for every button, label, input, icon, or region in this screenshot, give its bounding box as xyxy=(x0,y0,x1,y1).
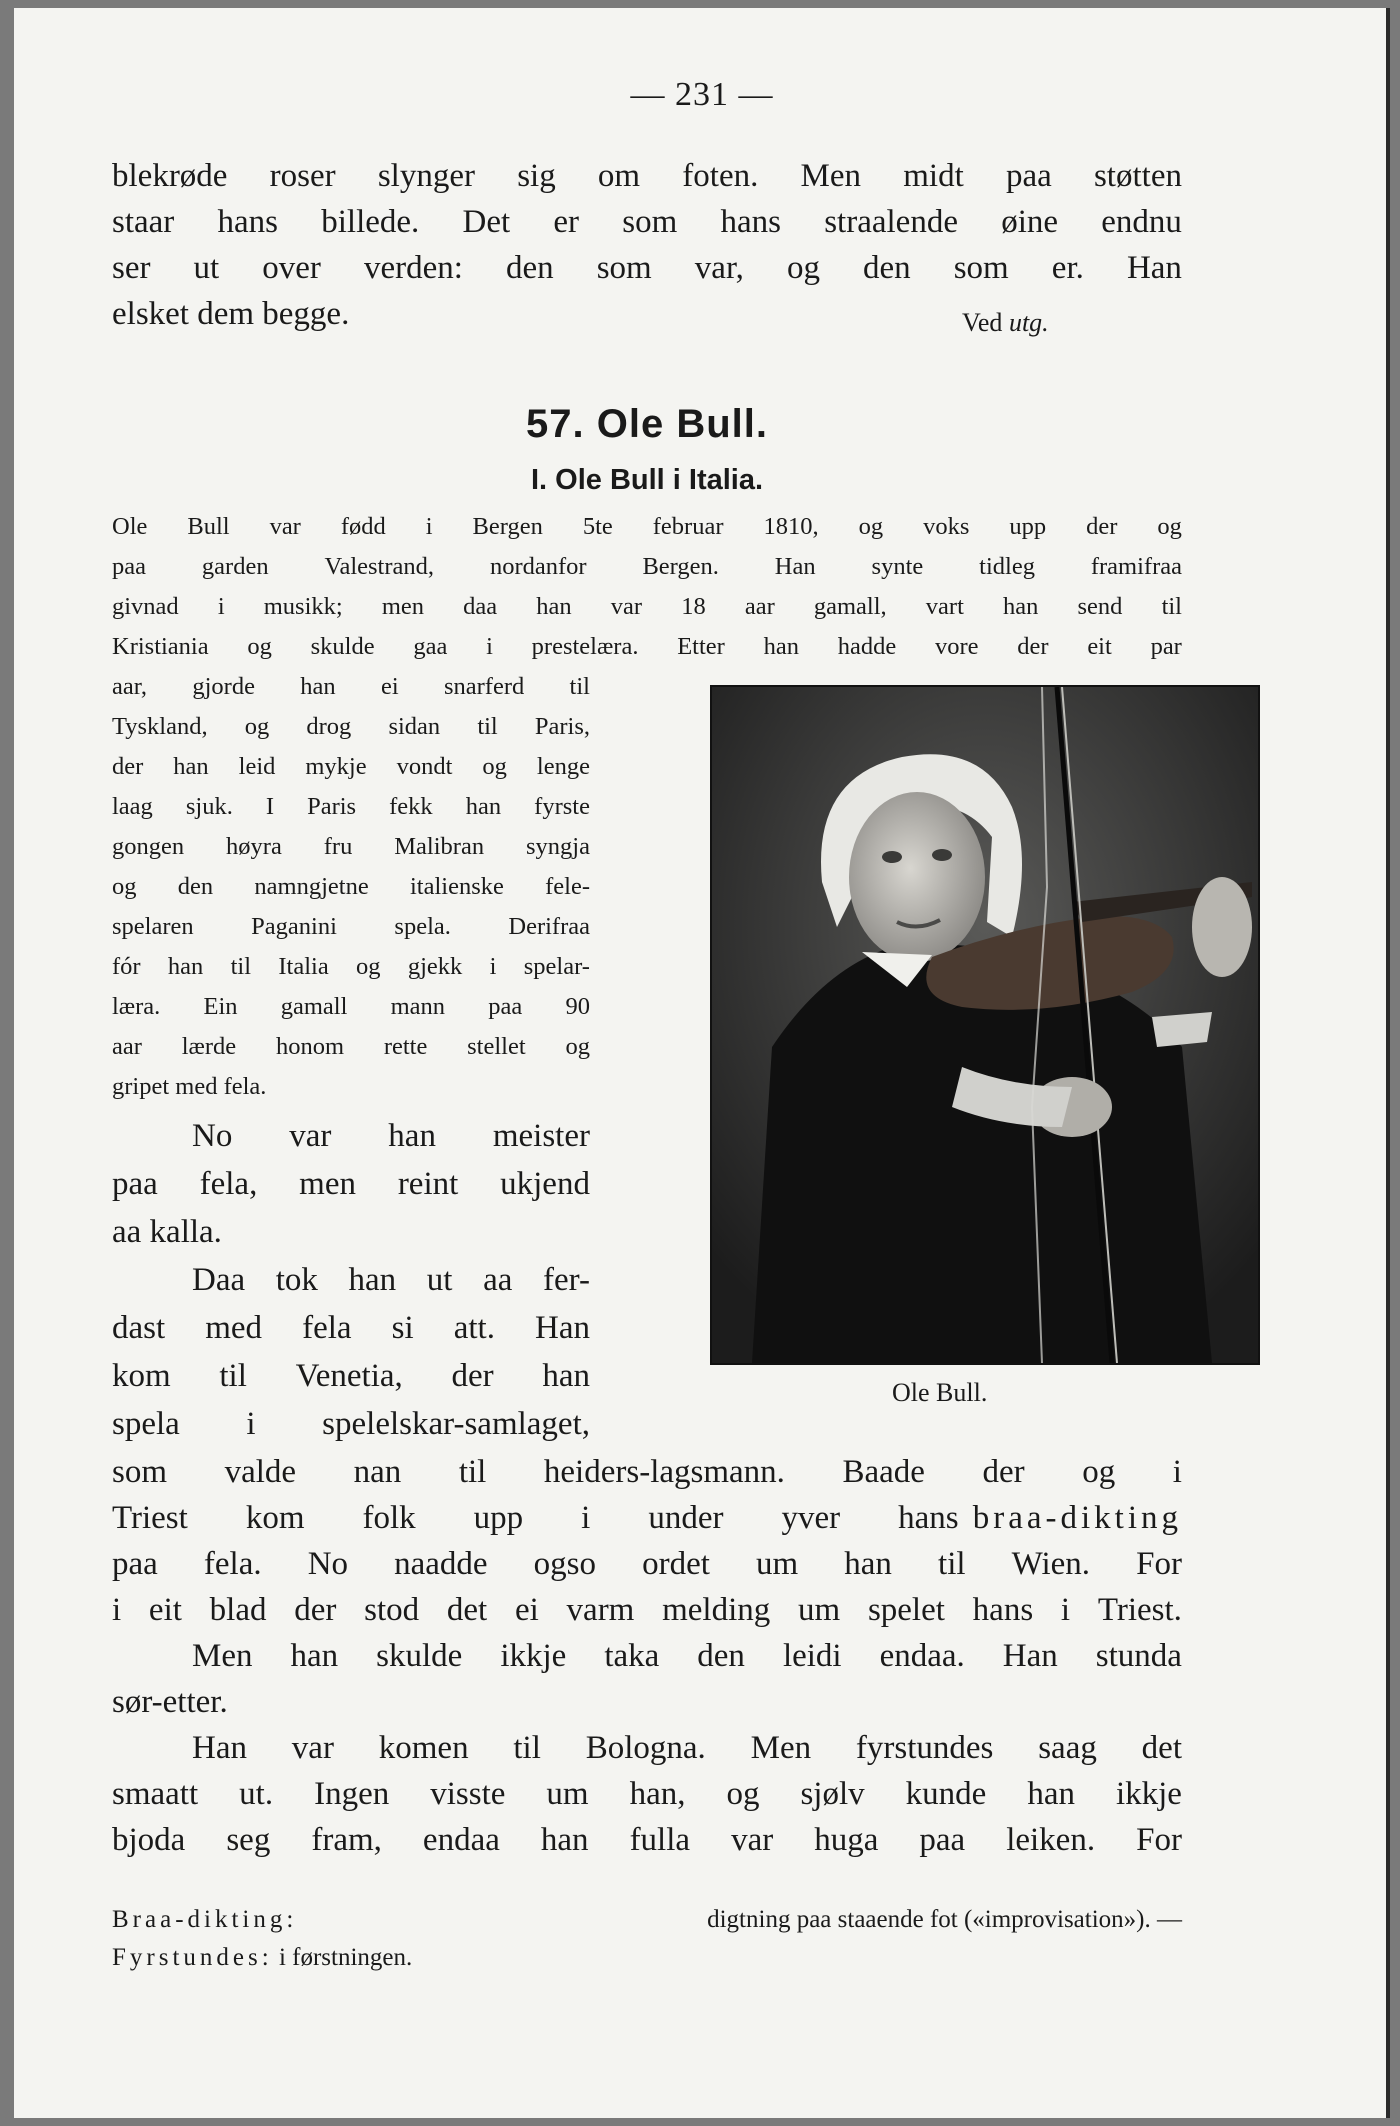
small-text-line: gongen høyra fru Malibran syngja xyxy=(112,833,590,860)
editor-signature: Ved utg. xyxy=(962,308,1049,337)
small-text-line: spelaren Paganini spela. Derifraa xyxy=(112,913,590,940)
small-text-line: Tyskland, og drog sidan til Paris, xyxy=(112,713,590,740)
small-text-line: og den namngjetne italienske fele- xyxy=(112,873,590,900)
text-line: blekrøde roser slynger sig om foten. Men midt paa støtten xyxy=(112,158,1182,194)
text-line: i eit blad der stod det ei varm melding um spelet hans i Triest. xyxy=(112,1592,1182,1628)
small-text-line: laag sjuk. I Paris fekk han fyrste xyxy=(112,793,590,820)
text-line: kom til Venetia, der han xyxy=(112,1358,590,1394)
text-line: smaatt ut. Ingen visste um han, og sjølv kunde han ikkje xyxy=(112,1776,1182,1812)
text-line: Men han skulde ikkje taka den leidi endaa. Han stunda xyxy=(192,1638,1182,1674)
text-line: elsket dem begge. xyxy=(112,296,350,332)
portrait-of-violinist-icon xyxy=(712,687,1258,1363)
small-text-line: givnad i musikk; men daa han var 18 aar gamall, vart han send til xyxy=(112,593,1182,620)
chapter-heading: 57. Ole Bull. xyxy=(526,402,768,446)
small-text-line: gripet med fela. xyxy=(112,1073,267,1100)
footnote xyxy=(112,1944,1182,1972)
text-line: Han var komen til Bologna. Men fyrstundes saag det xyxy=(192,1730,1182,1766)
text-line: ser ut over verden: den som var, og den som er. Han xyxy=(112,250,1182,286)
text-line xyxy=(112,1500,1182,1537)
text-line: sør-etter. xyxy=(112,1684,228,1720)
small-text-line: Kristiania og skulde gaa i prestelæra. Etter han hadde vore der eit par xyxy=(112,633,1182,660)
footnote-text: i førstningen. xyxy=(278,1944,413,1971)
text-line: Daa tok han ut aa fer- xyxy=(192,1262,590,1298)
footnote xyxy=(112,1906,1182,1934)
small-text-line: aar lærde honom rette stellet og xyxy=(112,1033,590,1060)
text-line: dast med fela si att. Han xyxy=(112,1310,590,1346)
photo-caption: Ole Bull. xyxy=(892,1378,988,1407)
section-heading: I. Ole Bull i Italia. xyxy=(530,464,764,496)
footnote-text: digtning paa staaende fot («improvisation»). — xyxy=(707,1906,1182,1933)
text-segment: Triest kom folk upp i under yver hans xyxy=(112,1500,959,1536)
spaced-term: braa-dikting xyxy=(972,1500,1182,1536)
text-line: spela i spelelskar-samlaget, xyxy=(112,1406,590,1442)
book-page xyxy=(14,8,1390,2118)
small-text-line: læra. Ein gamall mann paa 90 xyxy=(112,993,590,1020)
small-text-line: fór han til Italia og gjekk i spelar- xyxy=(112,953,590,980)
small-text-line: Ole Bull var fødd i Bergen 5te februar 1810, og voks upp der og xyxy=(112,513,1182,540)
footnote-term: Braa-dikting: xyxy=(112,1906,298,1933)
text-line: staar hans billede. Det er som hans straalende øine endnu xyxy=(112,204,1182,240)
text-line: No var han meister xyxy=(192,1118,590,1154)
page-number: — 231 — xyxy=(630,76,774,113)
text-line: aa kalla. xyxy=(112,1214,222,1250)
footnote-term: Fyrstundes: xyxy=(112,1944,273,1971)
portrait-photo xyxy=(710,685,1260,1365)
text-line: som valde nan til heiders-lagsmann. Baade der og i xyxy=(112,1454,1182,1490)
text-line: paa fela. No naadde ogso ordet um han til Wien. For xyxy=(112,1546,1182,1582)
text-line: paa fela, men reint ukjend xyxy=(112,1166,590,1202)
text-line: bjoda seg fram, endaa han fulla var huga paa leiken. For xyxy=(112,1822,1182,1858)
small-text-line: der han leid mykje vondt og lenge xyxy=(112,753,590,780)
small-text-line: paa garden Valestrand, nordanfor Bergen. Han synte tidleg framifraa xyxy=(112,553,1182,580)
small-text-line: aar, gjorde han ei snarferd til xyxy=(112,673,590,700)
